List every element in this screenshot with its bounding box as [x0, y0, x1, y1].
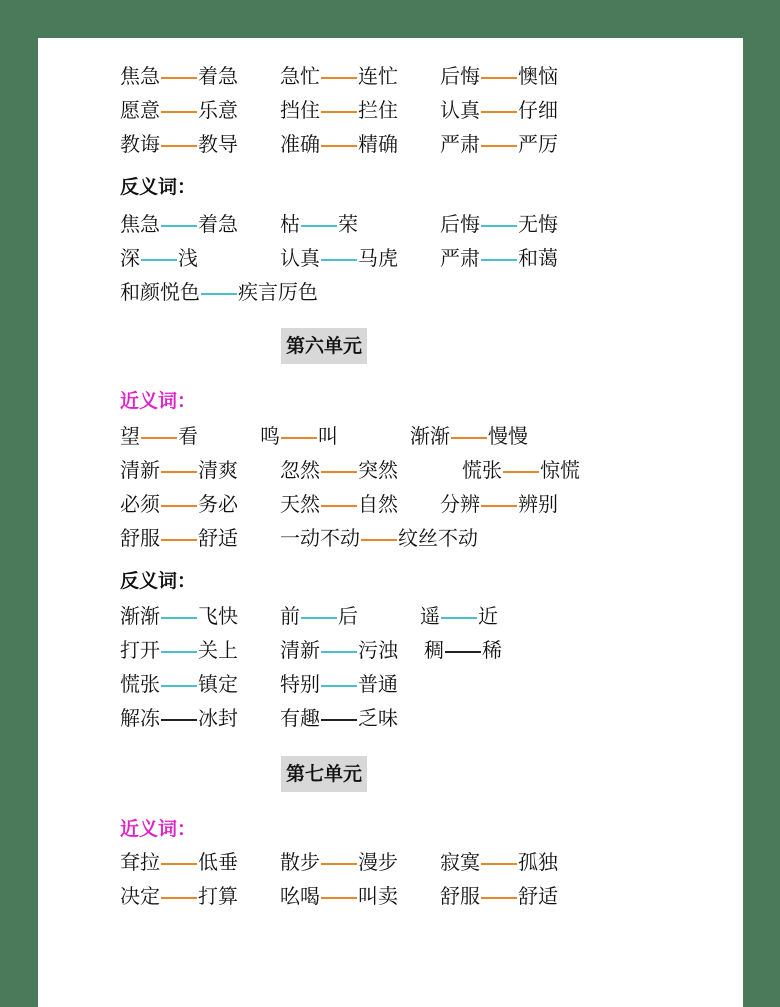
word-pair	[440, 130, 558, 158]
pair-dash	[161, 719, 197, 721]
pair-dash	[161, 471, 197, 473]
pair-dash	[281, 437, 317, 439]
word-right: 舒适	[198, 526, 238, 550]
pair-dash	[481, 505, 517, 507]
word-pair	[120, 490, 238, 518]
pair-dash	[321, 685, 357, 687]
word-right: 慢慢	[488, 424, 528, 448]
word-right: 冰封	[198, 706, 238, 730]
pair-dash	[321, 111, 357, 113]
pair-dash	[321, 863, 357, 865]
word-left: 遥	[420, 604, 440, 628]
word-right: 乏味	[358, 706, 398, 730]
word-pair	[260, 422, 338, 450]
pair-dash	[321, 505, 357, 507]
pair-dash	[161, 651, 197, 653]
word-pair	[440, 882, 558, 910]
pair-dash	[161, 617, 197, 619]
word-pair	[280, 210, 358, 238]
pair-dash	[321, 259, 357, 261]
word-pair	[280, 882, 398, 910]
word-right: 污浊	[358, 638, 398, 662]
word-pair	[440, 490, 558, 518]
word-pair	[280, 130, 398, 158]
pair-dash	[321, 719, 357, 721]
word-left: 稠	[424, 638, 444, 662]
word-left: 望	[120, 424, 140, 448]
word-pair	[280, 96, 398, 124]
word-left: 耷拉	[120, 850, 160, 874]
word-left: 后悔	[440, 64, 480, 88]
pair-dash	[161, 77, 197, 79]
word-left: 解冻	[120, 706, 160, 730]
word-left: 焦急	[120, 212, 160, 236]
word-right: 纹丝不动	[398, 526, 478, 550]
word-left: 特别	[280, 672, 320, 696]
word-left: 慌张	[120, 672, 160, 696]
pair-dash	[321, 145, 357, 147]
unit-6-title: 第六单元	[281, 328, 367, 364]
word-left: 一动不动	[280, 526, 360, 550]
word-pair	[120, 210, 238, 238]
pair-dash	[141, 437, 177, 439]
word-left: 焦急	[120, 64, 160, 88]
pair-dash	[161, 685, 197, 687]
word-right: 无悔	[518, 212, 558, 236]
word-pair	[280, 602, 358, 630]
word-right: 稀	[482, 638, 502, 662]
word-right: 关上	[198, 638, 238, 662]
word-left: 散步	[280, 850, 320, 874]
word-right: 近	[478, 604, 498, 628]
pair-dash	[161, 863, 197, 865]
pair-dash	[481, 863, 517, 865]
word-left: 天然	[280, 492, 320, 516]
word-left: 挡住	[280, 98, 320, 122]
word-right: 普通	[358, 672, 398, 696]
word-right: 漫步	[358, 850, 398, 874]
word-pair	[120, 96, 238, 124]
pair-dash	[481, 77, 517, 79]
pair-dash	[161, 225, 197, 227]
word-left: 认真	[280, 246, 320, 270]
word-pair	[120, 130, 238, 158]
pair-dash	[441, 617, 477, 619]
unit-7-title: 第七单元	[281, 756, 367, 792]
word-right: 连忙	[358, 64, 398, 88]
word-pair	[120, 636, 238, 664]
word-left: 慌张	[462, 458, 502, 482]
antonym-heading: 反义词：	[120, 176, 197, 198]
word-left: 有趣	[280, 706, 320, 730]
word-left: 急忙	[280, 64, 320, 88]
word-left: 寂寞	[440, 850, 480, 874]
pair-dash	[321, 897, 357, 899]
word-right: 着急	[198, 212, 238, 236]
word-left: 准确	[280, 132, 320, 156]
word-pair	[280, 636, 398, 664]
word-left: 舒服	[440, 884, 480, 908]
pair-dash	[361, 539, 397, 541]
word-right: 叫	[318, 424, 338, 448]
word-left: 愿意	[120, 98, 160, 122]
word-right: 惊慌	[540, 458, 580, 482]
pair-dash	[481, 897, 517, 899]
word-right: 着急	[198, 64, 238, 88]
word-right: 严厉	[518, 132, 558, 156]
word-right: 马虎	[358, 246, 398, 270]
word-right: 叫卖	[358, 884, 398, 908]
pair-dash	[161, 111, 197, 113]
word-left: 枯	[280, 212, 300, 236]
word-left: 清新	[120, 458, 160, 482]
word-right: 自然	[358, 492, 398, 516]
word-pair	[420, 602, 498, 630]
word-right: 懊恼	[518, 64, 558, 88]
word-right: 低垂	[198, 850, 238, 874]
word-left: 分辨	[440, 492, 480, 516]
word-left: 深	[120, 246, 140, 270]
word-left: 严肃	[440, 246, 480, 270]
pair-dash	[445, 651, 481, 653]
word-pair	[280, 524, 478, 552]
unit-6-antonym-heading: 反义词：	[120, 570, 197, 592]
pair-dash	[321, 471, 357, 473]
word-left: 渐渐	[410, 424, 450, 448]
word-pair	[120, 244, 198, 272]
word-pair	[440, 62, 558, 90]
word-pair	[410, 422, 528, 450]
word-pair	[280, 670, 398, 698]
pair-dash	[321, 77, 357, 79]
pair-dash	[481, 259, 517, 261]
word-pair	[280, 704, 398, 732]
word-pair	[280, 244, 398, 272]
pair-dash	[161, 505, 197, 507]
word-right: 打算	[198, 884, 238, 908]
word-left: 和颜悦色	[120, 280, 200, 304]
word-right: 辨别	[518, 492, 558, 516]
word-left: 严肃	[440, 132, 480, 156]
word-left: 认真	[440, 98, 480, 122]
pair-dash	[503, 471, 539, 473]
word-pair	[120, 62, 238, 90]
word-right: 精确	[358, 132, 398, 156]
pair-dash	[321, 651, 357, 653]
word-pair	[462, 456, 580, 484]
word-pair	[120, 704, 238, 732]
word-right: 看	[178, 424, 198, 448]
word-pair	[120, 524, 238, 552]
word-pair	[120, 882, 238, 910]
word-right: 飞快	[198, 604, 238, 628]
word-left: 舒服	[120, 526, 160, 550]
pair-dash	[201, 293, 237, 295]
word-left: 必须	[120, 492, 160, 516]
word-pair	[440, 210, 558, 238]
word-right: 乐意	[198, 98, 238, 122]
word-right: 舒适	[518, 884, 558, 908]
unit-7-synonym-heading: 近义词：	[120, 818, 197, 840]
word-right: 孤独	[518, 850, 558, 874]
word-pair	[440, 848, 558, 876]
pair-dash	[161, 539, 197, 541]
word-pair	[280, 490, 398, 518]
word-right: 务必	[198, 492, 238, 516]
word-pair	[120, 670, 238, 698]
word-pair	[280, 848, 398, 876]
word-right: 疾言厉色	[238, 280, 318, 304]
word-pair	[120, 602, 238, 630]
word-right: 荣	[338, 212, 358, 236]
word-pair	[440, 96, 558, 124]
word-right: 突然	[358, 458, 398, 482]
word-pair	[120, 456, 238, 484]
pair-dash	[161, 145, 197, 147]
word-left: 渐渐	[120, 604, 160, 628]
word-right: 后	[338, 604, 358, 628]
word-left: 忽然	[280, 458, 320, 482]
pair-dash	[451, 437, 487, 439]
word-pair	[120, 848, 238, 876]
word-pair	[424, 636, 502, 664]
word-right: 和蔼	[518, 246, 558, 270]
word-right: 清爽	[198, 458, 238, 482]
pair-dash	[481, 225, 517, 227]
word-right: 拦住	[358, 98, 398, 122]
word-pair	[440, 244, 558, 272]
word-right: 浅	[178, 246, 198, 270]
word-pair	[120, 422, 198, 450]
word-pair	[280, 62, 398, 90]
word-pair	[120, 278, 318, 306]
pair-dash	[141, 259, 177, 261]
word-left: 决定	[120, 884, 160, 908]
word-left: 教诲	[120, 132, 160, 156]
word-right: 仔细	[518, 98, 558, 122]
word-left: 吆喝	[280, 884, 320, 908]
word-left: 打开	[120, 638, 160, 662]
pair-dash	[481, 145, 517, 147]
pair-dash	[301, 617, 337, 619]
word-left: 鸣	[260, 424, 280, 448]
unit-6-synonym-heading: 近义词：	[120, 390, 197, 412]
word-right: 教导	[198, 132, 238, 156]
word-right: 镇定	[198, 672, 238, 696]
word-pair	[280, 456, 398, 484]
document-page	[38, 38, 743, 1007]
pair-dash	[161, 897, 197, 899]
word-left: 清新	[280, 638, 320, 662]
word-left: 前	[280, 604, 300, 628]
pair-dash	[301, 225, 337, 227]
pair-dash	[481, 111, 517, 113]
word-left: 后悔	[440, 212, 480, 236]
